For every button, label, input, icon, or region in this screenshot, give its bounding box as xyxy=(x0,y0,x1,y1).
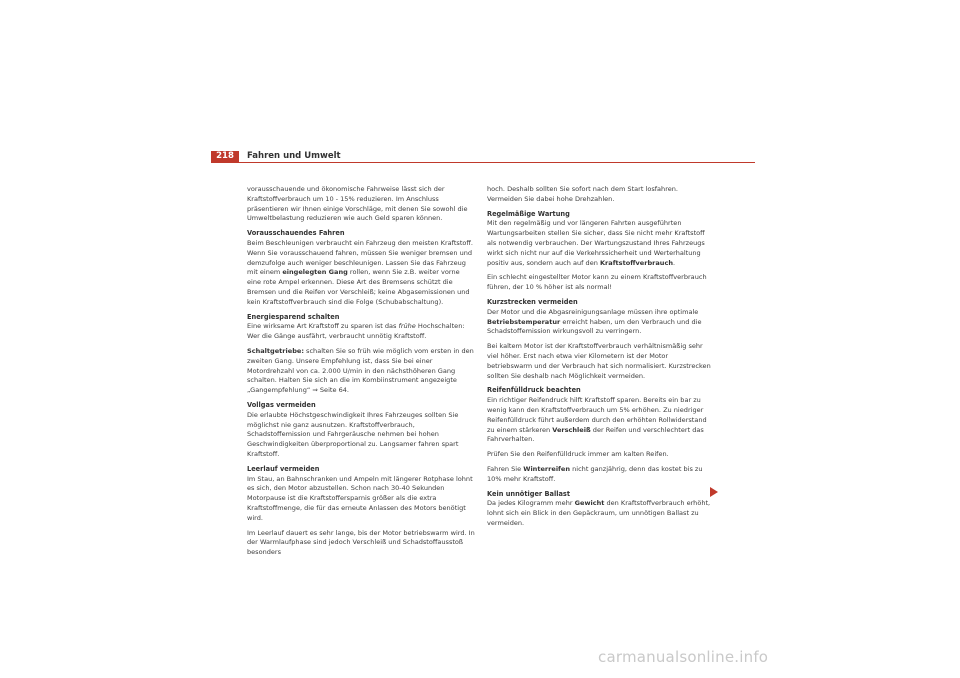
paragraph: Fahren Sie Winterreifen nicht ganzjährig, denn das kostet bis zu 10% mehr Kraftstoff. xyxy=(487,464,703,483)
paragraph: Die erlaubte Höchstgeschwindigkeit Ihres Fahrzeuges sollten Sie möglichst nie ganz ausnutzen. Kraftstoffverbrauch, Schadstoffemission und Fahrgeräusche nehmen bei hohen Geschwindigkeiten überproportional zu. Langsamer fahren spart Kraftstoff. xyxy=(247,410,459,458)
heading-reifenfuelldruck-beachten: Reifenfülldruck beachten xyxy=(487,386,581,395)
intro-paragraph: vorausschauende und ökonomische Fahrweise lässt sich der Kraftstoffverbrauch um 10 - 15% reduzieren. Im Anschluss präsentieren wir Ihnen einige Vorschläge, mit denen Sie sowohl die Umweltbelastung reduzieren wie auch Geld sparen können. xyxy=(247,185,468,223)
heading-leerlauf-vermeiden: Leerlauf vermeiden xyxy=(247,464,320,473)
paragraph: Im Stau, an Bahnschranken und Ampeln mit längerer Rotphase lohnt es sich, den Motor abzustellen. Schon nach 30-40 Sekunden Motorpause ist die Kraftstoffersparnis größer als die extra Kraftstoffmenge, die für das erneute Anlassen des Motors benötigt wird. xyxy=(247,474,473,522)
paragraph: Ein schlecht eingestellter Motor kann zu einem Kraftstoffverbrauch führen, der 10 % höher ist als normal! xyxy=(487,273,707,292)
watermark: carmanualsonline.info xyxy=(598,648,769,666)
heading-regelmaessige-wartung: Regelmäßige Wartung xyxy=(487,209,570,218)
page-number: 218 xyxy=(211,151,239,162)
paragraph: Ein richtiger Reifendruck hilft Kraftstoff sparen. Bereits ein bar zu wenig kann den Kraftstoffverbrauch um 5% erhöhen. Zu niedriger Reifenfülldruck führt außerdem durch den erhöhten Rollwiderstand zu einem stärkeren Verschleiß der Reifen und verschlechtert das Fahrverhalten. xyxy=(487,396,707,444)
heading-kurzstrecken-vermeiden: Kurzstrecken vermeiden xyxy=(487,297,578,306)
left-column xyxy=(247,185,475,563)
chapter-title: Fahren und Umwelt xyxy=(247,151,341,161)
paragraph: Da jedes Kilogramm mehr Gewicht den Kraftstoffverbrauch erhöht, lohnt sich ein Blick in den Gepäckraum, um unnötigen Ballast zu vermeiden. xyxy=(487,499,711,527)
heading-vorausschauendes-fahren: Vorausschauendes Fahren xyxy=(247,229,345,238)
heading-vollgas-vermeiden: Vollgas vermeiden xyxy=(247,400,316,409)
paragraph: Im Leerlauf dauert es sehr lange, bis der Motor betriebswarm wird. In der Warmlaufphase sind jedoch Verschleiß und Schadstoffausstoß besonders xyxy=(247,528,475,557)
paragraph: Prüfen Sie den Reifenfülldruck immer am kalten Reifen. xyxy=(487,450,669,459)
paragraph: Schaltgetriebe: schalten Sie so früh wie möglich vom ersten in den zweiten Gang. Unsere Empfehlung ist, dass Sie bei einer Motordrehzahl von ca. 2.000 U/min in den nächsthöheren Gang schalten. Halten Sie sich an die im Kombiinstrument angezeigte „Gangempfehlung“ ⇒ Seite 64. xyxy=(247,346,474,395)
heading-kein-unnoetiger-ballast: Kein unnötiger Ballast xyxy=(487,489,571,498)
right-column xyxy=(487,185,715,534)
header-rule xyxy=(211,162,755,163)
paragraph: hoch. Deshalb sollten Sie sofort nach dem Start losfahren. Vermeiden Sie dabei hohe Drehzahlen. xyxy=(487,185,679,203)
paragraph: Der Motor und die Abgasreinigungsanlage müssen ihre optimale Betriebstemperatur erreicht haben, um den Verbrauch und die Schadstoffemission wirkungsvoll zu verringern. xyxy=(487,307,702,336)
continue-arrow-icon xyxy=(710,487,718,497)
paragraph: Beim Beschleunigen verbraucht ein Fahrzeug den meisten Kraftstoff. Wenn Sie vorausschauend fahren, müssen Sie weniger bremsen und demzufolge auch weniger beschleunigen. Lassen Sie das Fahrzeug mit einem eingelegten Gang rollen, wenn Sie z.B. weiter vorne eine rote Ampel erkennen. Diese Art des Bremsens schützt die Bremsen und die Reifen vor Verschleiß; keine Abgasemissionen und kein Kraftstoffverbrauch sind die Folge (Schubabschaltung). xyxy=(247,238,474,306)
paragraph: Bei kaltem Motor ist der Kraftstoffverbrauch verhältnismäßig sehr viel höher. Erst nach etwa vier Kilometern ist der Motor betriebswarm und der Verbrauch hat sich normalisiert. Kurzstrecken sollten Sie deshalb nach Möglichkeit vermeiden. xyxy=(487,342,711,380)
paragraph: Eine wirksame Art Kraftstoff zu sparen ist das frühe Hochschalten: Wer die Gänge ausfährt, verbraucht unnötig Kraftstoff. xyxy=(247,322,465,341)
paragraph: Mit den regelmäßig und vor längeren Fahrten ausgeführten Wartungsarbeiten stellen Sie sicher, dass Sie nicht mehr Kraftstoff als notwendig verbrauchen. Der Wartungszustand Ihres Fahrzeugs wirkt sich nicht nur auf die Verkehrssicherheit und Werterhaltung positiv aus, sondern auch auf den Kraftstoffverbrauch. xyxy=(487,219,705,267)
heading-energiesparend-schalten: Energiesparend schalten xyxy=(247,312,340,321)
